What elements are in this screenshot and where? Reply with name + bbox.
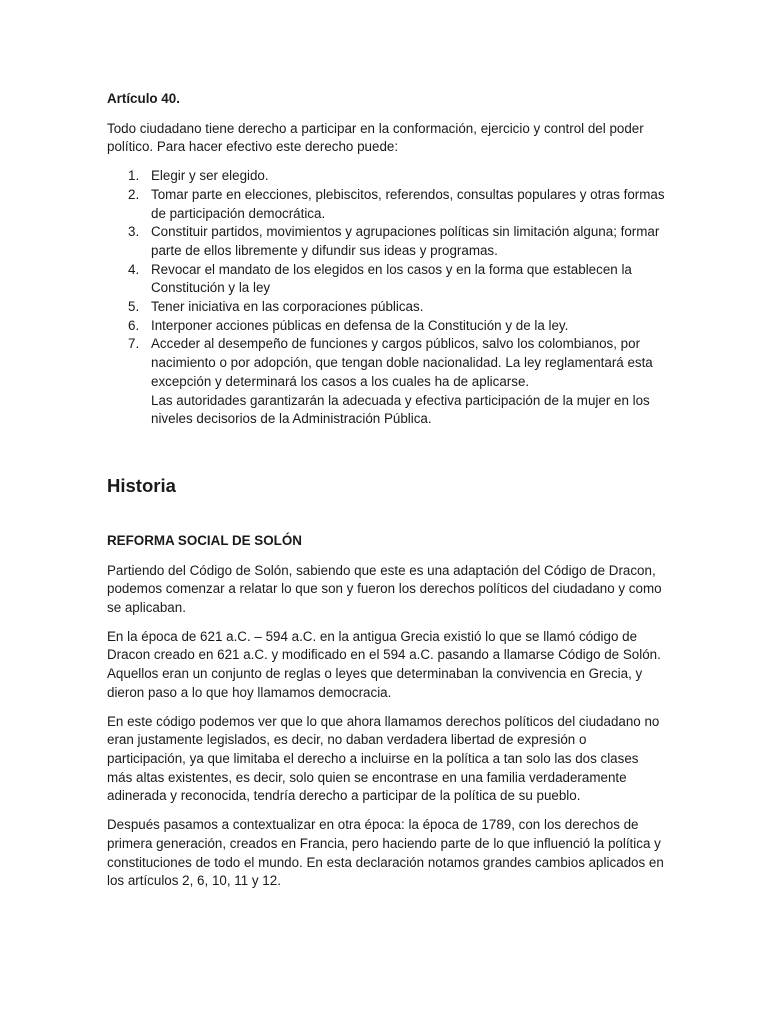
list-item-number: 6. [128,317,140,333]
list-item [107,317,667,336]
list-item [107,261,667,298]
subheading-reforma: REFORMA SOCIAL DE SOLÓN [107,532,302,548]
list-item [107,335,667,391]
article-title: Artículo 40. [107,91,180,106]
list-item-number: 7. [128,336,140,352]
list-item-text: Tomar parte en elecciones, plebiscitos, referendos, consultas populares y otras formas de participación democrática. [151,186,665,221]
list-item [107,298,667,317]
historia-paragraph: En este código podemos ver que lo que ahora llamamos derechos políticos del ciudadano no eran justamente legislados, es decir, no daban verdadera libertad de expresión o participación, ya que limitaba el derecho a incluirse en la política a tan solo las dos clases más altas existentes, es decir, solo quien se encontrase en una familia verdaderamente adinerada y reconocida, tendría derecho a participar de la política de su pueblo. [107,713,660,804]
list-item-text: Constituir partidos, movimientos y agrupaciones políticas sin limitación alguna; formar parte de ellos libremente y difundir sus ideas y programas. [151,224,660,258]
rights-list [107,167,667,391]
document-page [107,90,667,901]
list-item-text: Revocar el mandato de los elegidos en los casos y en la forma que establecen la Constitución y la ley [151,261,632,296]
list-item-number: 2. [128,186,140,202]
historia-paragraph: En la época de 621 a.C. – 594 a.C. en la antigua Grecia existió lo que se llamó código de Dracon creado en 621 a.C. y modificado en el 594 a.C. pasando a llamarse Código de Solón. Aquellos eran un conjunto de reglas o leyes que determinaban la convivencia en Grecia, y dieron paso a lo que hoy llamamos democracia. [107,628,661,700]
historia-paragraph: Partiendo del Código de Solón, sabiendo que este es una adaptación del Código de Dracon, podemos comenzar a relatar lo que son y fueron los derechos políticos del ciudadano y como se aplicaban. [107,562,662,616]
list-item [107,223,667,260]
list-item-text: Acceder al desempeño de funciones y cargos públicos, salvo los colombianos, por nacimiento o por adopción, que tengan doble nacionalidad. La ley reglamentará esta excepción y determinará los casos a los cuales ha de aplicarse. [151,336,653,389]
list-item-text: Tener iniciativa en las corporaciones públicas. [151,299,424,315]
list-item-text: Elegir y ser elegido. [151,168,269,184]
list-item-number: 4. [128,261,140,277]
list-item [107,167,667,186]
article-closing: Las autoridades garantizarán la adecuada y efectiva participación de la mujer en los niveles decisorios de la Administración Pública. [151,392,650,427]
list-item-number: 1. [128,168,140,184]
section-heading-historia: Historia [107,474,176,496]
list-item-text: Interponer acciones públicas en defensa de la Constitución y de la ley. [151,317,569,333]
list-item-number: 5. [128,299,140,315]
list-item-number: 3. [128,224,140,240]
historia-paragraph: Después pasamos a contextualizar en otra época: la época de 1789, con los derechos de primera generación, creados en Francia, pero haciendo parte de lo que influenció la política y constituciones de todo el mundo. En esta declaración notamos grandes cambios aplicados en los artículos 2, 6, 10, 11 y 12. [107,817,664,889]
list-item [107,186,667,223]
article-intro: Todo ciudadano tiene derecho a participar en la conformación, ejercicio y control del poder político. Para hacer efectivo este derecho puede: [107,120,644,155]
